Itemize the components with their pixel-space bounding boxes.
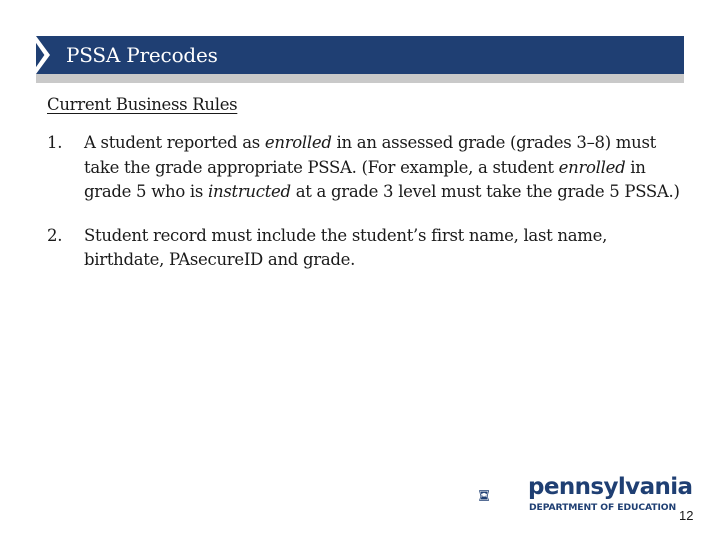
list-item xyxy=(47,224,687,273)
list-item xyxy=(47,131,687,205)
logo-department: DEPARTMENT OF EDUCATION xyxy=(529,502,677,513)
slide-title: PSSA Precodes xyxy=(66,43,218,67)
rules-list xyxy=(47,131,687,292)
list-item-text: A student reported as enrolled in an assessed grade (grades 3–8) must take the grade appropriate PSSA. (For example, a student enrolled in grade 5 who is instructed at a grade 3 level must take the grade 5 PSSA.) xyxy=(84,133,680,201)
list-item-number: 2. xyxy=(47,225,63,245)
list-item-number: 1. xyxy=(47,133,63,152)
logo-wordmark: pennsylvania xyxy=(528,474,693,500)
title-shadow-divider xyxy=(36,74,684,83)
page-number: 12 xyxy=(679,508,694,523)
list-item-text: Student record must include the student’s first name, last name, birthdate, PAsecureID and grade. xyxy=(84,225,608,269)
keystone-graduation-cap-icon xyxy=(478,470,526,520)
section-heading: Current Business Rules xyxy=(47,95,238,114)
